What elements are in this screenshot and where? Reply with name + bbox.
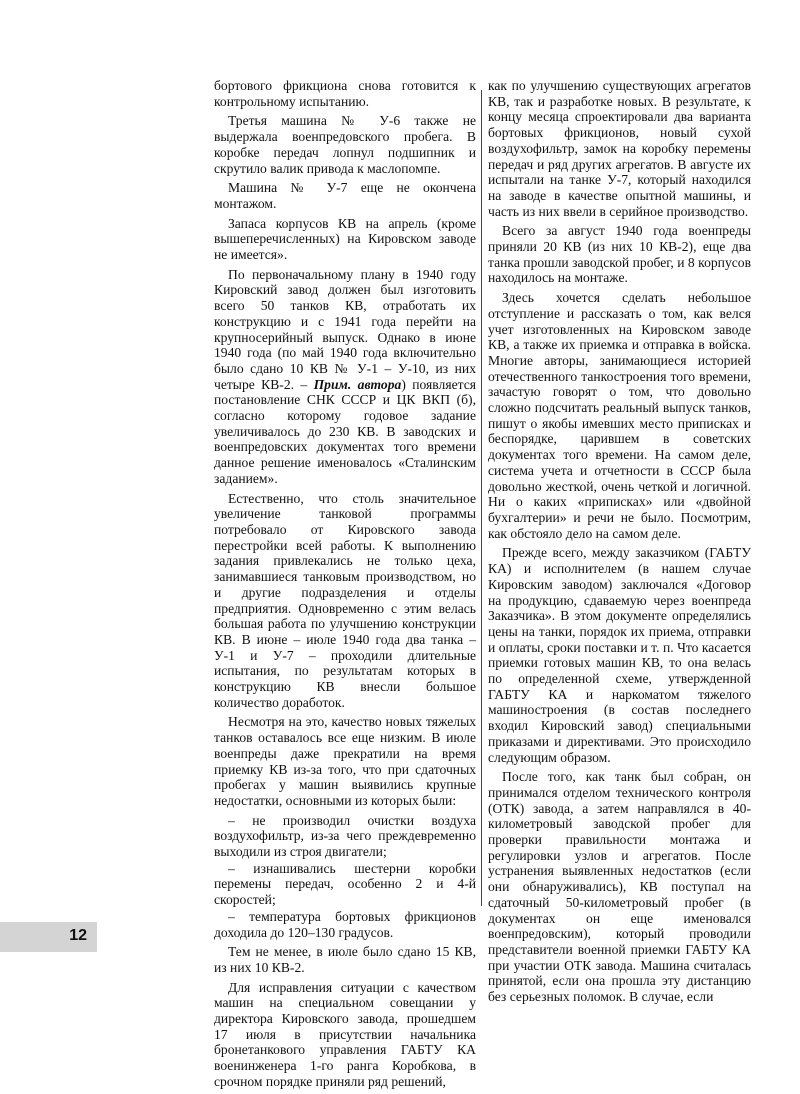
column-divider bbox=[481, 90, 482, 906]
left-column bbox=[214, 78, 476, 1094]
paragraph: Всего за август 1940 года военпреды приняли 20 КВ (из них 10 КВ-2), еще два танка прошли заводской пробег, и 8 корпусов находилось на монтаже. bbox=[488, 223, 751, 286]
paragraph: Прежде всего, между заказчиком (ГАБТУ КА) и исполнителем (в нашем случае Кировским заводом) заключался «Договор на продукцию, сдаваемую через военпреда Заказчика». В этом документе определялись цены на танки, порядок их приема, отправки и оплаты, сроки поставки и т. п. Что касается приемки готовых машин КВ, то она велась по определенной схеме, утвержденной ГАБТУ КА и наркоматом тяжелого машиностроения (в состав последнего входил Кировский завод) специальными приказами и директивами. Это происходило следующим образом. bbox=[488, 545, 751, 765]
paragraph: Для исправления ситуации с качеством машин на специальном совещании у директора Кировского завода, прошедшем 17 июля в присутствии начальника бронетанкового управления ГАБТУ КА военинженера 1-го ранга Коробкова, в срочном порядке приняли ряд решений, bbox=[214, 979, 476, 1089]
paragraph: Третья машина № У-6 также не выдержала военпредовского пробега. В коробке передач лопнул подшипник и скрутило валик привода к маслопомпе. bbox=[214, 113, 476, 176]
paragraph: Здесь хочется сделать небольшое отступление и рассказать о том, как велся учет изготовленных на Кировском заводе КВ, а также их приемка и отправка в войска. Многие авторы, занимающиеся историей отечественного танкостроения того времени, зачастую говорят о том, что довольно сложно подсчитать реальный выпуск танков, пишут о якобы имевших место приписках и беспорядке, царившем в советских документах того времени. На самом деле, система учета и отчетности в СССР была довольно жесткой, очень четкой и логичной. Ни о каких «приписках» или «двойной бухгалтерии» и речи не было. Посмотрим, как обстояло дело на самом деле. bbox=[488, 290, 751, 541]
paragraph: После того, как танк был собран, он принимался отделом технического контроля (ОТК) завода, а затем направлялся в 40-километровый заводской пробег для проверки правильности монтажа и регулировки узлов и агрегатов. После устранения выявленных недостатков (если они обнаруживались), КВ поступал на сдаточный 50-километровый пробег (в документах он еще именовался военпредовским), который проводили представители военной приемки ГАБТУ КА при участии ОТК завода. Машина считалась принятой, если она прошла эту дистанцию без серьезных поломок. В случае, если bbox=[488, 769, 751, 1005]
paragraph-text: По первоначальному плану в 1940 году Кировский завод должен был изготовить всего 50 танков КВ, отработать их конструкцию и с 1941 года перейти на крупносерийный выпуск. Однако в июне 1940 года (по май 1940 года включительно было сдано 10 КВ № У-1 – У-10, из них четыре КВ-2. – bbox=[214, 266, 476, 392]
right-column bbox=[488, 78, 751, 1009]
paragraph: Несмотря на это, качество новых тяжелых танков оставалось все еще низким. В июле военпреды даже прекратили на время приемку КВ из-за того, что при сдаточных пробегах у машин выявились крупные недостатки, основными из которых были: bbox=[214, 714, 476, 808]
paragraph-text: ) появляется постановление СНК СССР и ЦК ВКП (б), согласно которому годовое задание увеличивалось до 230 КВ. В заводских и военпредовских документах того времени данное решение именовалось «Сталинским заданием». bbox=[214, 376, 476, 486]
paragraph bbox=[214, 267, 476, 487]
paragraph: Тем не менее, в июле было сдано 15 КВ, из них 10 КВ-2. bbox=[214, 944, 476, 975]
paragraph: Естественно, что столь значительное увеличение танковой программы потребовало от Кировского завода перестройки всей работы. К выполнению задания привлекались не только цеха, занимавшиеся танковым производством, но и другие подразделения и отделы предприятия. Одновременно с этим велась большая работа по улучшению конструкции КВ. В июне – июле 1940 года два танка – У-1 и У-7 – проходили длительные испытания, по результатам которых в конструкцию КВ внесли большое количество доработок. bbox=[214, 490, 476, 710]
paragraph: бортового фрикциона снова готовится к контрольному испытанию. bbox=[214, 78, 476, 109]
author-note: Прим. автора bbox=[313, 376, 402, 392]
list-item: – изнашивались шестерни коробки перемены передач, особенно 2 и 4-й скоростей; bbox=[214, 860, 476, 908]
list-item: – не производил очистки воздуха воздухофильтр, из-за чего преждевременно выходили из строя двигатели; bbox=[214, 812, 476, 860]
list-item: – температура бортовых фрикционов доходила до 120–130 градусов. bbox=[214, 908, 476, 940]
page-number: 12 bbox=[69, 927, 87, 944]
page-number-tab bbox=[0, 922, 97, 952]
paragraph: Машина № У-7 еще не окончена монтажом. bbox=[214, 180, 476, 211]
paragraph: Запаса корпусов КВ на апрель (кроме вышеперечисленных) на Кировском заводе не имеется». bbox=[214, 215, 476, 263]
paragraph: как по улучшению существующих агрегатов КВ, так и разработке новых. В результате, к концу месяца спроектировали два варианта бортовых фрикционов, новый сухой воздухофильтр, замок на коробку перемены передач и ряд других агрегатов. В августе их испытали на танке У-7, который находился на заводе в качестве опытной машины, и часть из них ввели в серийное производство. bbox=[488, 78, 751, 219]
